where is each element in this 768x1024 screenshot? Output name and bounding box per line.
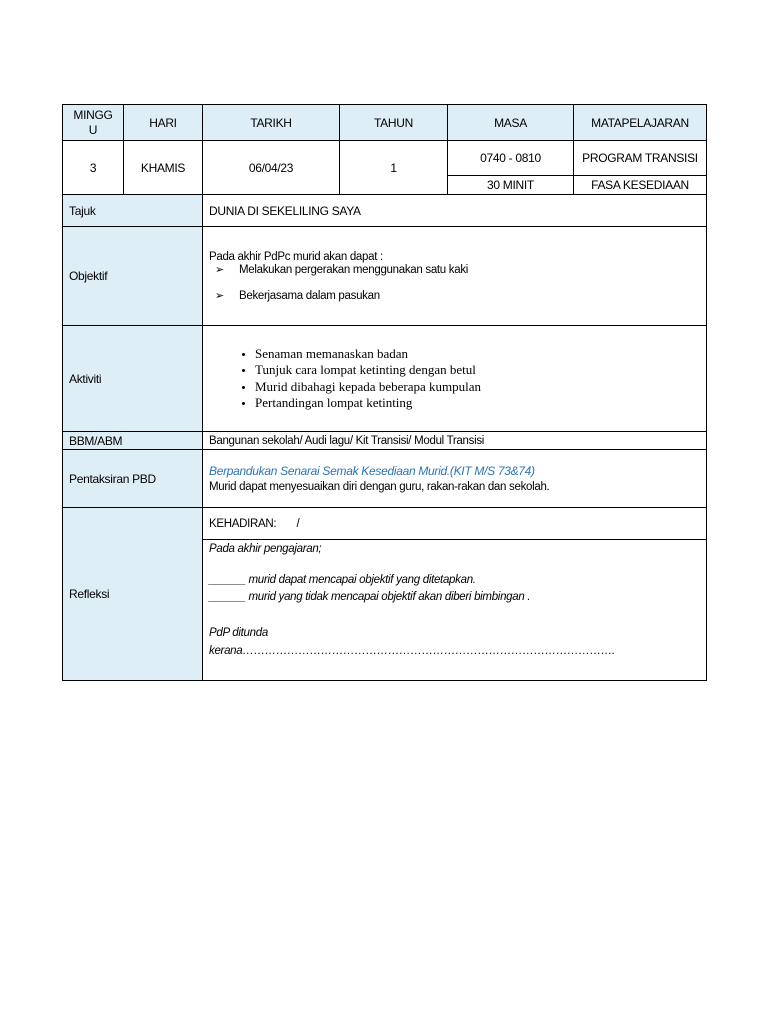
header-tarikh: TARIKH — [203, 105, 340, 141]
list-item: ➢ Bekerjasama dalam pasukan — [215, 290, 380, 302]
aktiviti-list — [203, 346, 706, 412]
hari-value: KHAMIS — [124, 141, 203, 195]
lesson-plan-table — [62, 104, 707, 681]
bbm-label: BBM/ABM — [63, 432, 203, 450]
masa-duration: 30 MINIT — [448, 176, 574, 195]
refleksi-line: kerana………………………………………………………………………………………. — [209, 645, 615, 657]
subject-value: PROGRAM TRANSISI — [574, 141, 707, 176]
tajuk-row — [63, 195, 707, 227]
list-item: • Murid dibahagi kepada beberapa kumpulan — [255, 379, 706, 396]
refleksi-content — [203, 540, 707, 681]
objektif-intro: Pada akhir PdPc murid akan dapat : — [209, 251, 383, 263]
bbm-row — [63, 432, 707, 450]
refleksi-line: ______ murid dapat mencapai objektif yang ditetapkan. — [209, 574, 476, 586]
refleksi-label: Refleksi — [63, 508, 203, 681]
bbm-value: Bangunan sekolah/ Audi lagu/ Kit Transisi/ Modul Transisi — [203, 432, 707, 450]
tarikh-value: 06/04/23 — [203, 141, 340, 195]
pentaksiran-guide: Berpandukan Senarai Semak Kesediaan Murid.(KIT M/S 73&74) — [209, 463, 535, 478]
objektif-row — [63, 227, 707, 326]
tajuk-value: DUNIA DI SEKELILING SAYA — [203, 195, 707, 227]
header-tahun: TAHUN — [340, 105, 448, 141]
refleksi-line: Pada akhir pengajaran; — [209, 543, 322, 555]
arrow-bullet-icon: ➢ — [215, 290, 224, 302]
arrow-bullet-icon: ➢ — [215, 264, 224, 276]
aktiviti-label: Aktiviti — [63, 326, 203, 432]
list-item: • Senaman memanaskan badan — [255, 346, 706, 363]
objektif-label: Objektif — [63, 227, 203, 326]
pentaksiran-content — [203, 450, 707, 508]
pentaksiran-label: Pentaksiran PBD — [63, 450, 203, 508]
header-minggu: MINGG U — [63, 105, 124, 141]
refleksi-line: PdP ditunda — [209, 627, 268, 639]
refleksi-row — [63, 508, 707, 540]
kehadiran-field: KEHADIRAN: / — [203, 508, 707, 540]
minggu-value: 3 — [63, 141, 124, 195]
aktiviti-content — [203, 326, 707, 432]
header-masa: MASA — [448, 105, 574, 141]
phase-value: FASA KESEDIAAN — [574, 176, 707, 195]
list-item: • Pertandingan lompat ketinting — [255, 395, 706, 412]
header-row — [63, 105, 707, 141]
info-row — [63, 141, 707, 176]
objektif-content — [203, 227, 707, 326]
masa-time: 0740 - 0810 — [448, 141, 574, 176]
tahun-value: 1 — [340, 141, 448, 195]
refleksi-line: ______ murid yang tidak mencapai objektif akan diberi bimbingan . — [209, 591, 531, 603]
pentaksiran-row — [63, 450, 707, 508]
lesson-plan-sheet — [62, 104, 706, 681]
list-item: ➢ Melakukan pergerakan menggunakan satu kaki — [215, 264, 469, 276]
pentaksiran-note: Murid dapat menyesuaikan diri dengan guru, rakan-rakan dan sekolah. — [209, 480, 550, 493]
header-hari: HARI — [124, 105, 203, 141]
tajuk-label: Tajuk — [63, 195, 203, 227]
aktiviti-row — [63, 326, 707, 432]
header-matapelajaran: MATAPELAJARAN — [574, 105, 707, 141]
objektif-list — [209, 263, 706, 303]
list-item: • Tunjuk cara lompat ketinting dengan betul — [255, 362, 706, 379]
